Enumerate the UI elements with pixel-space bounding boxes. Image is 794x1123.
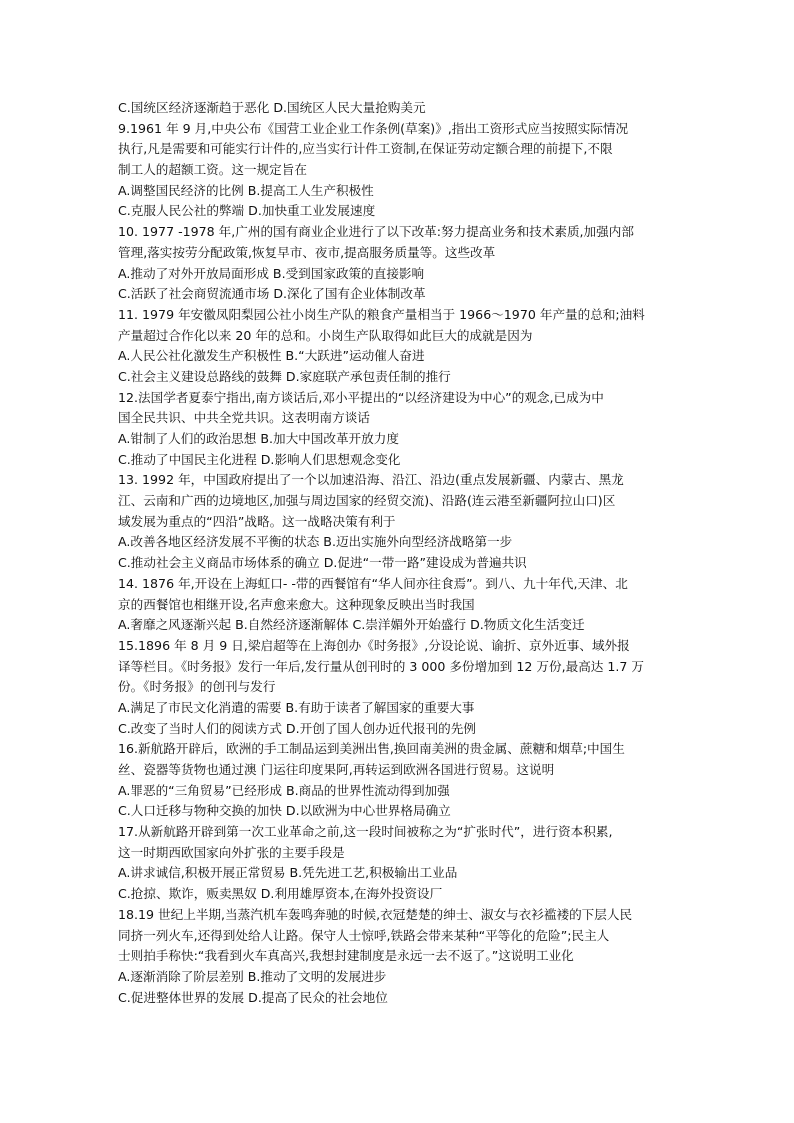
question-text-line: 这一时期西欧国家向外扩张的主要手段是 bbox=[118, 844, 345, 860]
question-text-line: 京的西餐馆也相继开设,名声愈来愈大。这种现象反映出当时我国 bbox=[118, 596, 475, 612]
question-text-line: 16.新航路开辟后，欧洲的手工制品运到美洲出售,换回南美洲的贵金属、蔗糖和烟草;中国生 bbox=[118, 741, 625, 757]
answer-options-line: C.社会主义建设总路线的鼓舞 D.家庭联产承包责任制的推行 bbox=[118, 368, 451, 384]
answer-options-line: C.克服人民公社的弊端 D.加快重工业发展速度 bbox=[118, 203, 376, 219]
question-text-line: 江、云南和广西的边境地区,加强与周边国家的经贸交流)、沿路(连云港至新疆阿拉山口)区 bbox=[118, 493, 616, 509]
question-text-line: 管理,落实按劳分配政策,恢复早市、夜市,提高服务质量等。这些改革 bbox=[118, 244, 496, 260]
answer-options-line: A.改善各地区经济发展不平衡的状态 B.迈出实施外向型经济战略第一步 bbox=[118, 534, 513, 550]
answer-options-line: A.推动了对外开放局面形成 B.受到国家政策的直接影响 bbox=[118, 265, 425, 281]
answer-options-line: C.推动了中国民主化进程 D.影响人们思想观念变化 bbox=[118, 451, 401, 467]
question-text-line: 丝、瓷器等货物也通过澳 门运往印度果阿,再转运到欧洲各国进行贸易。这说明 bbox=[118, 762, 555, 777]
question-text-line: 9.1961 年 9 月,中央公布《国营工业企业工作条例(草案)》,指出工资形式应当按照实际情况 bbox=[118, 120, 629, 136]
answer-options-line: C.国统区经济逐渐趋于恶化 D.国统区人民大量抢购美元 bbox=[118, 100, 426, 115]
question-text-line: 执行,凡是需要和可能实行计件的,应当实行计件工资制,在保证劳动定额合理的前提下,不限 bbox=[118, 141, 613, 157]
question-text-line: 15.1896 年 8 月 9 日,梁启超等在上海创办《时务报》,分设论说、谕折、京外近事、域外报 bbox=[118, 637, 630, 653]
answer-options-line: A.罪恶的“三角贸易”已经形成 B.商品的世界性流动得到加强 bbox=[118, 782, 450, 798]
question-text-line: 同挤一列火车,还得到处给人让路。保守人士惊呼,铁路会带来某种“平等化的危险”;民主人 bbox=[118, 927, 610, 943]
question-text-line: 士则拍手称快:“我看到火车真高兴,我想封建制度是永远一去不返了。”这说明工业化 bbox=[118, 948, 574, 964]
answer-options-line: C.抢掠、欺诈，贩卖黑奴 D.利用雄厚资本,在海外投资设厂 bbox=[118, 886, 443, 902]
answer-options-line: A.钳制了人们的政治思想 B.加大中国改革开放力度 bbox=[118, 431, 399, 446]
question-text-line: 11. 1979 年安徽凤阳梨园公社小岗生产队的粮食产量相当于 1966～1970 年产量的总和;油料 bbox=[118, 306, 645, 322]
answer-options-line: A.调整国民经济的比例 B.提高工人生产积极性 bbox=[118, 182, 374, 198]
answer-options-line: A.讲求诚信,积极开展正常贸易 B.凭先进工艺,积极输出工业品 bbox=[118, 865, 458, 881]
question-text-line: 17.从新航路开辟到第一次工业革命之前,这一段时间被称之为“扩张时代”，进行资本积累, bbox=[118, 824, 613, 840]
question-text-line: 产量超过合作化以来 20 年的总和。小岗生产队取得如此巨大的成就是因为 bbox=[118, 327, 533, 343]
question-text-line: 份。《时务报》的创刊与发行 bbox=[118, 679, 276, 695]
answer-options-line: C.改变了当时人们的阅读方式 D.开创了国人创办近代报刊的先例 bbox=[118, 720, 476, 736]
answer-options-line: C.推动社会主义商品市场体系的确立 D.促进“一带一路”建设成为普遍共识 bbox=[118, 555, 527, 571]
answer-options-line: C.促进整体世界的发展 D.提高了民众的社会地位 bbox=[118, 989, 388, 1005]
question-text-line: 10. 1977 -1978 年,广州的国有商业企业进行了以下改革:努力提高业务和技术素质,加强内部 bbox=[118, 224, 634, 240]
answer-options-line: C.人口迁移与物种交换的加快 D.以欧洲为中心世界格局确立 bbox=[118, 803, 451, 819]
question-text-line: 12.法国学者夏泰宁指出,南方谈话后,邓小平提出的“以经济建设为中心”的观念,已成为中 bbox=[118, 389, 604, 405]
exam-page bbox=[118, 98, 678, 1008]
question-text-line: 13. 1992 年，中国政府提出了一个以加速沿海、沿江、沿边(重点发展新疆、内蒙古、黑龙 bbox=[118, 472, 624, 488]
question-text-line: 译等栏目。《时务报》发行一年后,发行量从创刊时的 3 000 多份增加到 12 万份,最高达 1.7 万 bbox=[118, 658, 645, 674]
answer-options-line: A.人民公社化激发生产积极性 B.“大跃进”运动催人奋进 bbox=[118, 348, 425, 364]
answer-options-line: A.逐渐消除了阶层差别 B.推动了文明的发展进步 bbox=[118, 968, 387, 984]
answer-options-line: C.活跃了社会商贸流通市场 D.深化了国有企业体制改革 bbox=[118, 286, 426, 302]
question-text-line: 域发展为重点的“四沿”战略。这一战略决策有利于 bbox=[118, 513, 396, 529]
question-text-line: 14. 1876 年,开设在上海虹口- -带的西餐馆有“华人间亦往食焉”。到八、九十年代,天津、北 bbox=[118, 575, 628, 591]
question-text-line: 国全民共识、中共全党共识。这表明南方谈话 bbox=[118, 410, 370, 426]
answer-options-line: A.满足了市民文化消遣的需要 B.有助于读者了解国家的重要大事 bbox=[118, 699, 475, 715]
question-text-line: 18.19 世纪上半期,当蒸汽机车轰鸣奔驰的时候,衣冠楚楚的绅士、淑女与衣衫褴褛的下层人民 bbox=[118, 906, 633, 922]
answer-options-line: A.奢靡之风逐渐兴起 B.自然经济逐渐解体 C.崇洋媚外开始盛行 D.物质文化生活变迁 bbox=[118, 617, 585, 633]
question-text-line: 制工人的超额工资。这一规定旨在 bbox=[118, 162, 307, 178]
